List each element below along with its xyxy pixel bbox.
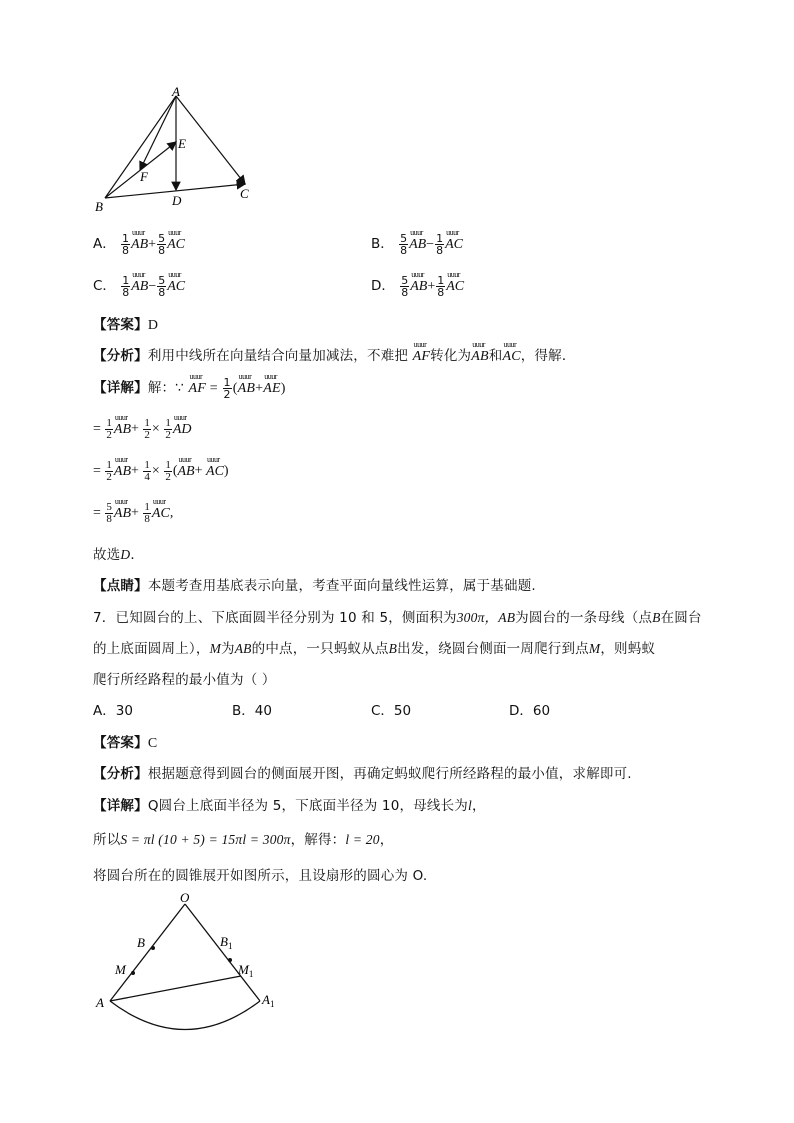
option-b: B． $\frac{5}{8}$ uuur AB− $\frac{1}{8}$ uuur AC xyxy=(371,232,463,256)
q7-option-b: B．40 xyxy=(232,703,272,719)
q6-comment: 【点睛】本题考查用基底表示向量，考查平面向量线性运算，属于基础题. xyxy=(93,578,536,594)
triangle-figure xyxy=(90,84,270,219)
label-M: M xyxy=(115,962,126,977)
sector-figure xyxy=(90,888,290,1033)
label-A: A xyxy=(96,995,104,1010)
q6-detail-line2: = $\frac{1}{2}$ uuur AB+ $\frac{1}{2}$ × $\frac{1}{2}$ uuur AD xyxy=(93,418,192,441)
q6-detail-line1: 【详解】解：∵ uuur AF = $\frac{1}{2}$ (uuur AB+uuur AE) xyxy=(93,376,286,400)
option-d: D． $\frac{5}{8}$ uuur AB+ $\frac{1}{8}$ uuur AC xyxy=(371,274,464,298)
q7-stem-line2: 的上底面圆周上），M为AB的中点，一只蚂蚁从点B出发，绕圆台侧面一周爬行到点M，则蚂蚁 xyxy=(93,641,656,657)
q7-option-a: A．30 xyxy=(93,703,133,719)
q7-detail-line3: 将圆台所在的圆锥展开如图所示，且设扇形的圆心为 O. xyxy=(93,868,428,884)
option-a: A． $\frac{1}{8}$ uuur AB+ $\frac{5}{8}$ uuur AC xyxy=(93,232,185,256)
label-B: B xyxy=(95,199,103,214)
q7-detail-line1: 【详解】Q圆台上底面半径为 5，下底面半径为 10，母线长为l， xyxy=(93,798,486,814)
q6-analysis: 【分析】利用中线所在向量结合向量加减法，不难把 uuur AF转化为uuur AB和uuur AC，得解． xyxy=(93,344,576,365)
q6-detail-line4: = $\frac{5}{8}$ uuur AB+ $\frac{1}{8}$ uuur AC, xyxy=(93,502,173,525)
q7-option-c: C．50 xyxy=(371,703,412,719)
label-D: D xyxy=(172,193,182,208)
label-B: B xyxy=(137,935,145,950)
q7-stem-line1: 7．已知圆台的上、下底面圆半径分别为 10 和 5，侧面积为300π，AB为圆台的一条母线（点B在圆台 xyxy=(93,610,702,626)
label-O: O xyxy=(180,890,190,905)
label-F: F xyxy=(140,169,148,184)
label-A: A xyxy=(172,84,180,99)
q7-detail-line2: 所以S = πl (10 + 5) = 15πl = 300π，解得：l = 20， xyxy=(93,832,394,848)
q7-analysis: 【分析】根据题意得到圆台的侧面展开图，再确定蚂蚁爬行所经路程的最小值，求解即可. xyxy=(93,766,632,782)
label-M1: $M_1$ xyxy=(238,962,254,979)
option-c: C． $\frac{1}{8}$ uuur AB− $\frac{5}{8}$ uuur AC xyxy=(93,274,185,298)
label-B1: $B_1$ xyxy=(220,934,233,951)
q7-stem-line3: 爬行所经路程的最小值为（ ） xyxy=(93,672,276,688)
label-A1: $A_1$ xyxy=(262,992,275,1009)
q7-option-d: D．60 xyxy=(509,703,551,719)
label-C: C xyxy=(240,186,249,201)
label-E: E xyxy=(178,136,186,151)
q6-detail-line3: = $\frac{1}{2}$ uuur AB+ $\frac{1}{4}$ × $\frac{1}{2}$ (uuur AB+ uuur AC) xyxy=(93,460,229,483)
q7-answer: 【答案】C xyxy=(93,735,158,751)
q6-conclusion: 故选D． xyxy=(93,547,145,563)
q6-answer: 【答案】D xyxy=(93,317,159,333)
